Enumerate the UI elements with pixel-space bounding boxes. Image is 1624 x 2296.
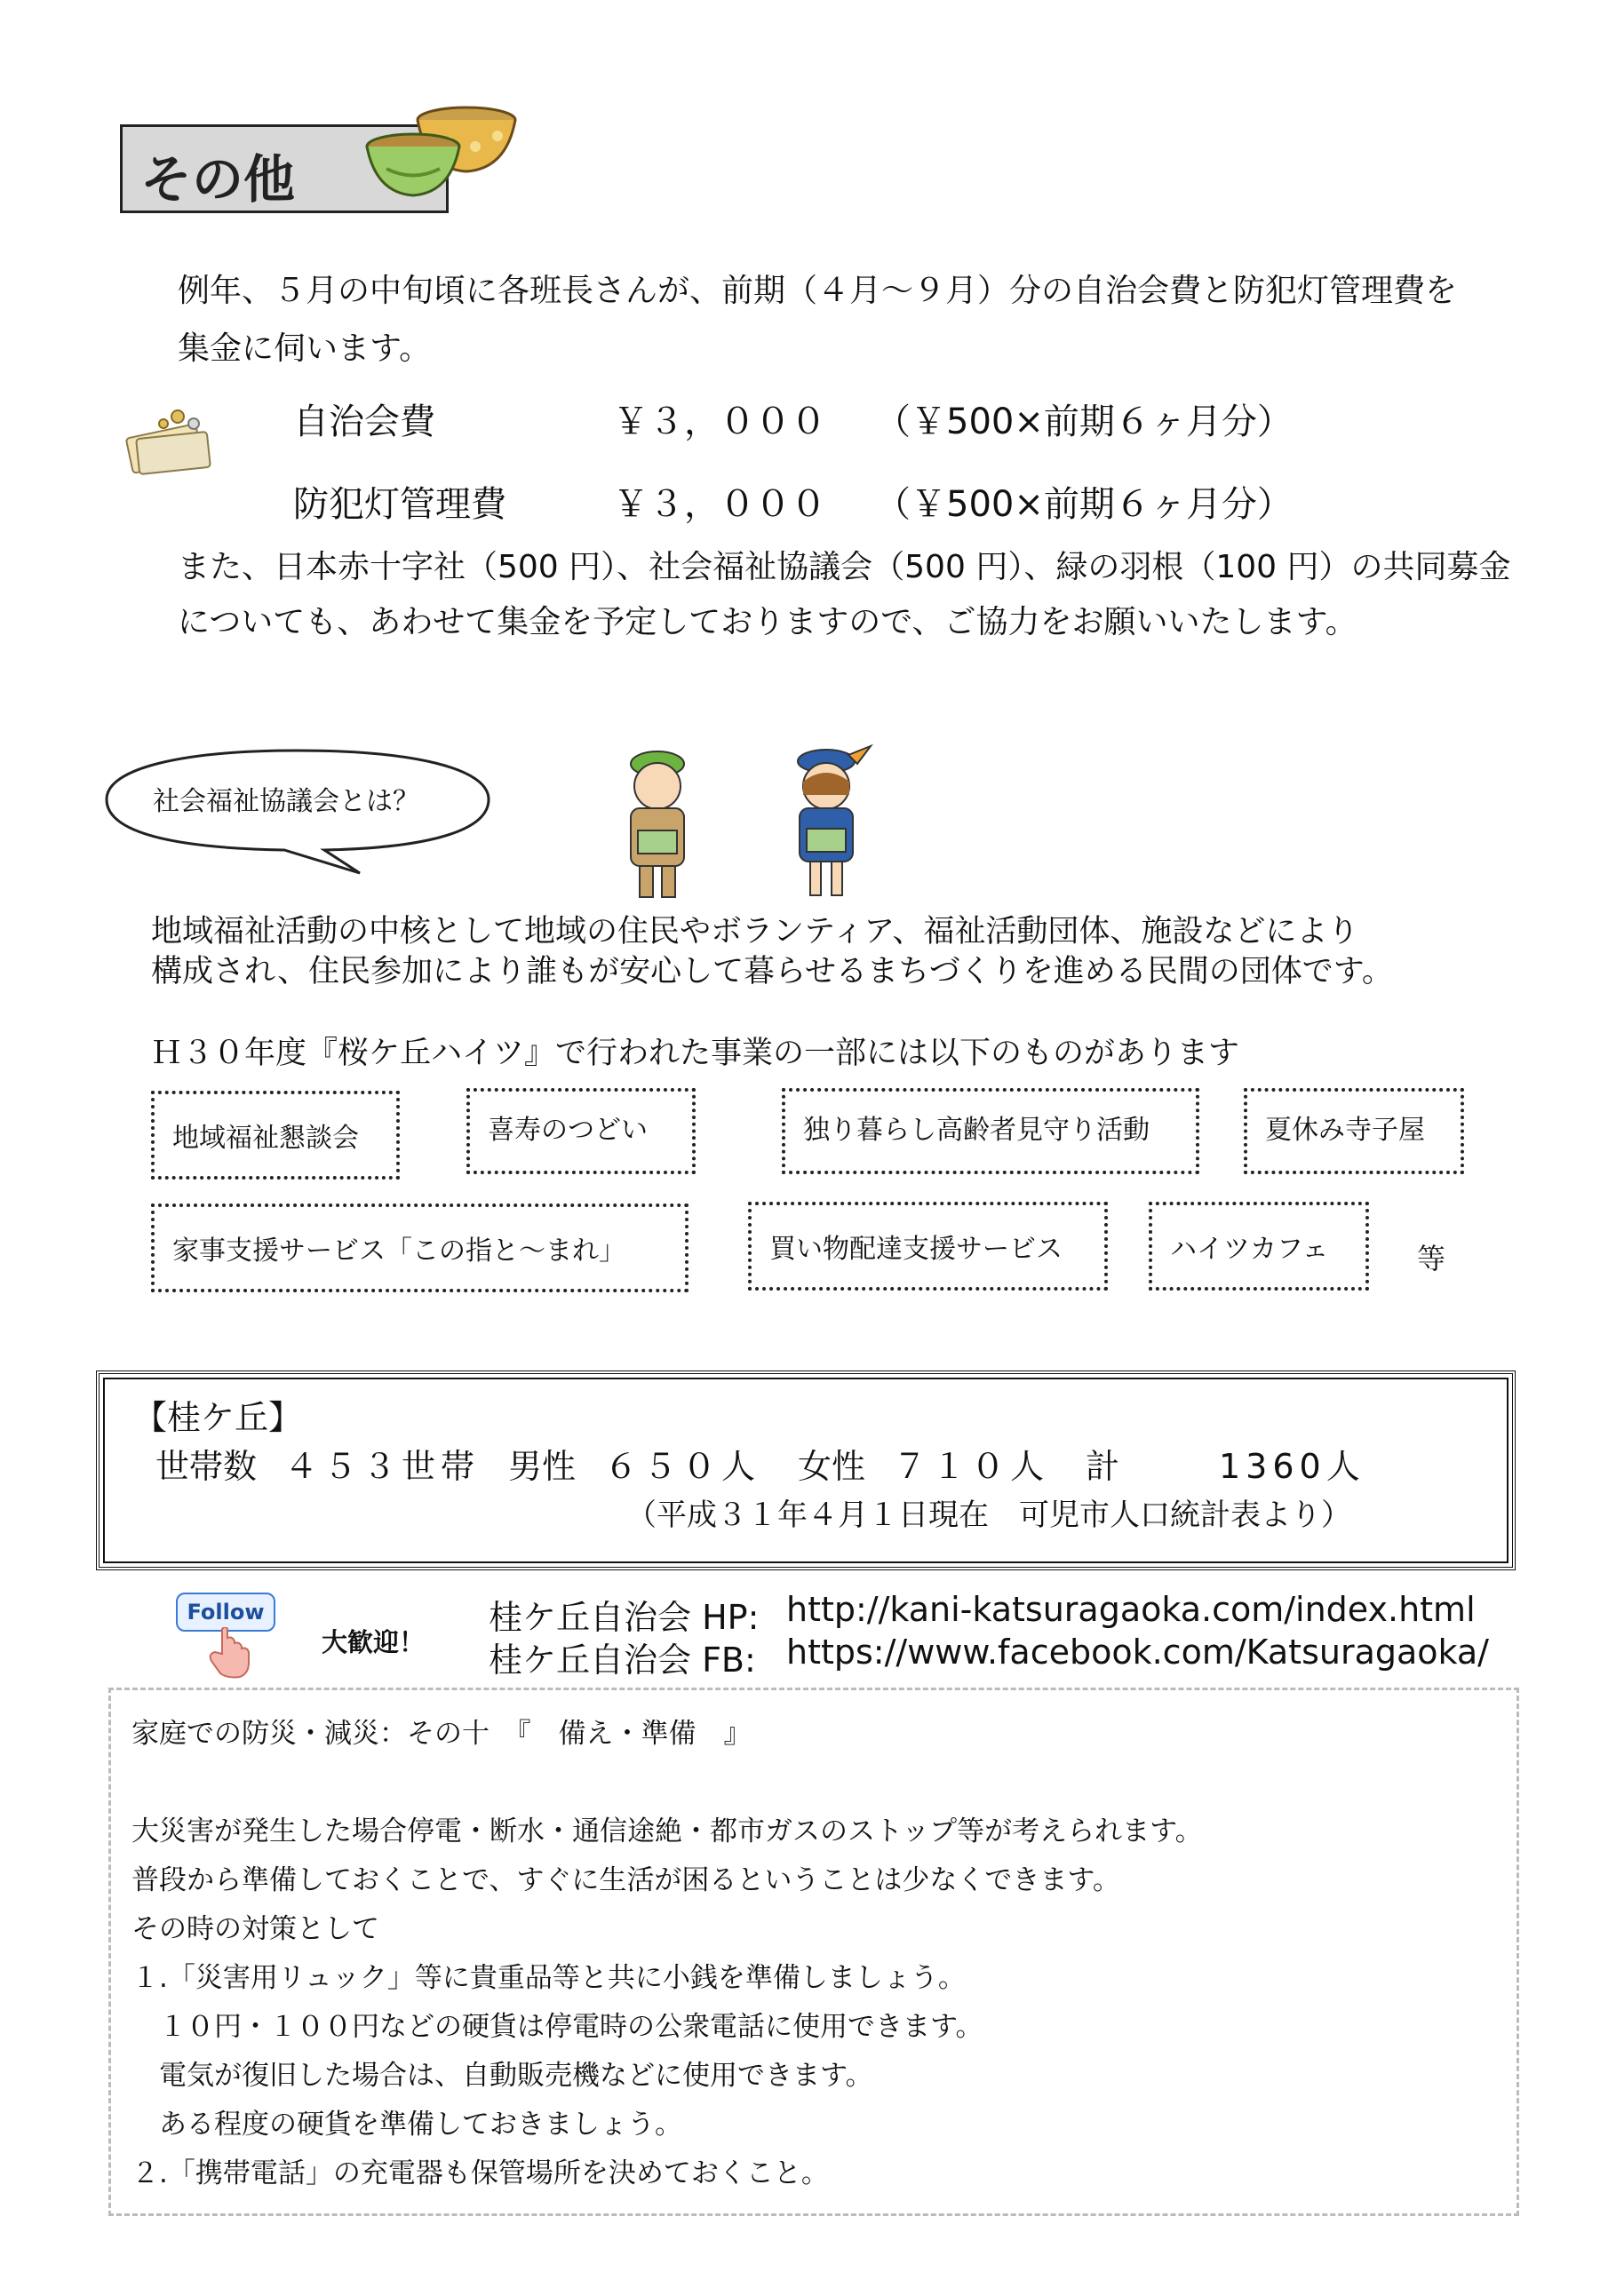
tea-cups-icon xyxy=(360,93,529,200)
hp-url-link[interactable]: http://kani-katsuragaoka.com/index.html xyxy=(786,1590,1476,1629)
donation-line-1: また、日本赤十字社（500 円）、社会福祉協議会（500 円）、緑の羽根（100 円）の共同募金 xyxy=(178,549,1511,585)
disaster-line-7: ある程度の硬貨を準備しておきましょう。 xyxy=(131,2109,682,2141)
disaster-line-4: １.「災害用リュック」等に貴重品等と共に小銭を準備しましょう。 xyxy=(131,1962,966,1994)
stats-male-label: 男性 xyxy=(508,1447,577,1486)
event-tag-6: 買い物配達支援サービス xyxy=(748,1202,1108,1291)
council-line-2: 構成され、住民参加により誰もが安心して暮らせるまちづくりを進める民間の団体です。 xyxy=(151,954,1393,989)
stats-source: （平成３１年４月１日現在 可児市人口統計表より） xyxy=(626,1498,1351,1533)
stats-heading: 【桂ケ丘】 xyxy=(133,1398,303,1437)
stats-households: ４５３世帯 xyxy=(284,1447,481,1486)
council-line-1: 地域福祉活動の中核として地域の住民やボランティア、福祉活動団体、施設などにより xyxy=(151,914,1359,949)
hp-label: 桂ケ丘自治会 HP: xyxy=(489,1598,760,1637)
intro-line-1: 例年、５月の中旬頃に各班長さんが、前期（４月～９月）分の自治会費と防犯灯管理費を xyxy=(178,273,1458,309)
follow-badge[interactable]: Follow xyxy=(176,1593,275,1632)
bubble-text: 社会福祉協議会とは？ xyxy=(153,786,419,817)
disaster-line-2: 普段から準備しておくことで、すぐに生活が困るということは少なくできます。 xyxy=(131,1864,1120,1896)
event-tag-3: 独り暮らし高齢者見守り活動 xyxy=(782,1088,1199,1174)
welcome-text: 大歓迎！ xyxy=(322,1627,426,1657)
donation-line-2: についても、あわせて集金を予定しておりますので、ご協力をお願いいたします。 xyxy=(178,604,1357,640)
event-tag-1: 地域福祉懇談会 xyxy=(151,1091,400,1180)
fb-url-link[interactable]: https://www.facebook.com/Katsuragaoka/ xyxy=(786,1633,1489,1672)
disaster-line-5: １０円・１００円などの硬貨は停電時の公衆電話に使用できます。 xyxy=(131,2011,983,2043)
fee-note-bohantou: （￥500×前期６ヶ月分） xyxy=(875,484,1293,525)
section-title: その他 xyxy=(140,149,296,210)
money-icon xyxy=(124,404,213,480)
disaster-line-6: 電気が復旧した場合は、自動販売機などに使用できます。 xyxy=(131,2060,873,2092)
events-heading: Ｈ３０年度『桜ケ丘ハイツ』で行われた事業の一部には以下のものがあります xyxy=(151,1036,1240,1071)
scouts-illustration xyxy=(604,742,897,915)
fee-note-jichikai: （￥500×前期６ヶ月分） xyxy=(875,401,1293,442)
event-tag-2: 喜寿のつどい xyxy=(466,1088,696,1174)
event-tag-4: 夏休み寺子屋 xyxy=(1244,1088,1464,1174)
disaster-title: 家庭での防災・減災：その十 『 備え・準備 』 xyxy=(131,1718,752,1750)
stats-female-label: 女性 xyxy=(798,1447,866,1486)
fee-name-bohantou: 防犯灯管理費 xyxy=(293,484,506,525)
fb-label: 桂ケ丘自治会 FB: xyxy=(489,1641,756,1680)
event-tag-7: ハイツカフェ xyxy=(1149,1202,1369,1291)
stats-total: 1360人 xyxy=(1219,1447,1365,1486)
disaster-line-3: その時の対策として xyxy=(131,1913,379,1945)
events-etc: 等 xyxy=(1417,1242,1446,1275)
fee-amount-jichikai: ￥３，０００ xyxy=(613,401,826,442)
stats-households-label: 世帯数 xyxy=(155,1447,258,1486)
event-tag-5: 家事支援サービス「この指と～まれ」 xyxy=(151,1204,689,1292)
disaster-line-8: ２.「携帯電話」の充電器も保管場所を決めておくこと。 xyxy=(131,2157,829,2189)
stats-male: ６５０人 xyxy=(604,1447,761,1486)
intro-line-2: 集金に伺います。 xyxy=(178,330,432,367)
disaster-line-1: 大災害が発生した場合停電・断水・通信途絶・都市ガスのストップ等が考えられます。 xyxy=(131,1815,1203,1847)
fee-amount-bohantou: ￥３，０００ xyxy=(613,484,826,525)
fee-name-jichikai: 自治会費 xyxy=(293,401,435,442)
stats-female: ７１０人 xyxy=(893,1447,1050,1486)
pointing-hand-icon xyxy=(203,1627,256,1680)
stats-total-label: 計 xyxy=(1086,1447,1120,1486)
